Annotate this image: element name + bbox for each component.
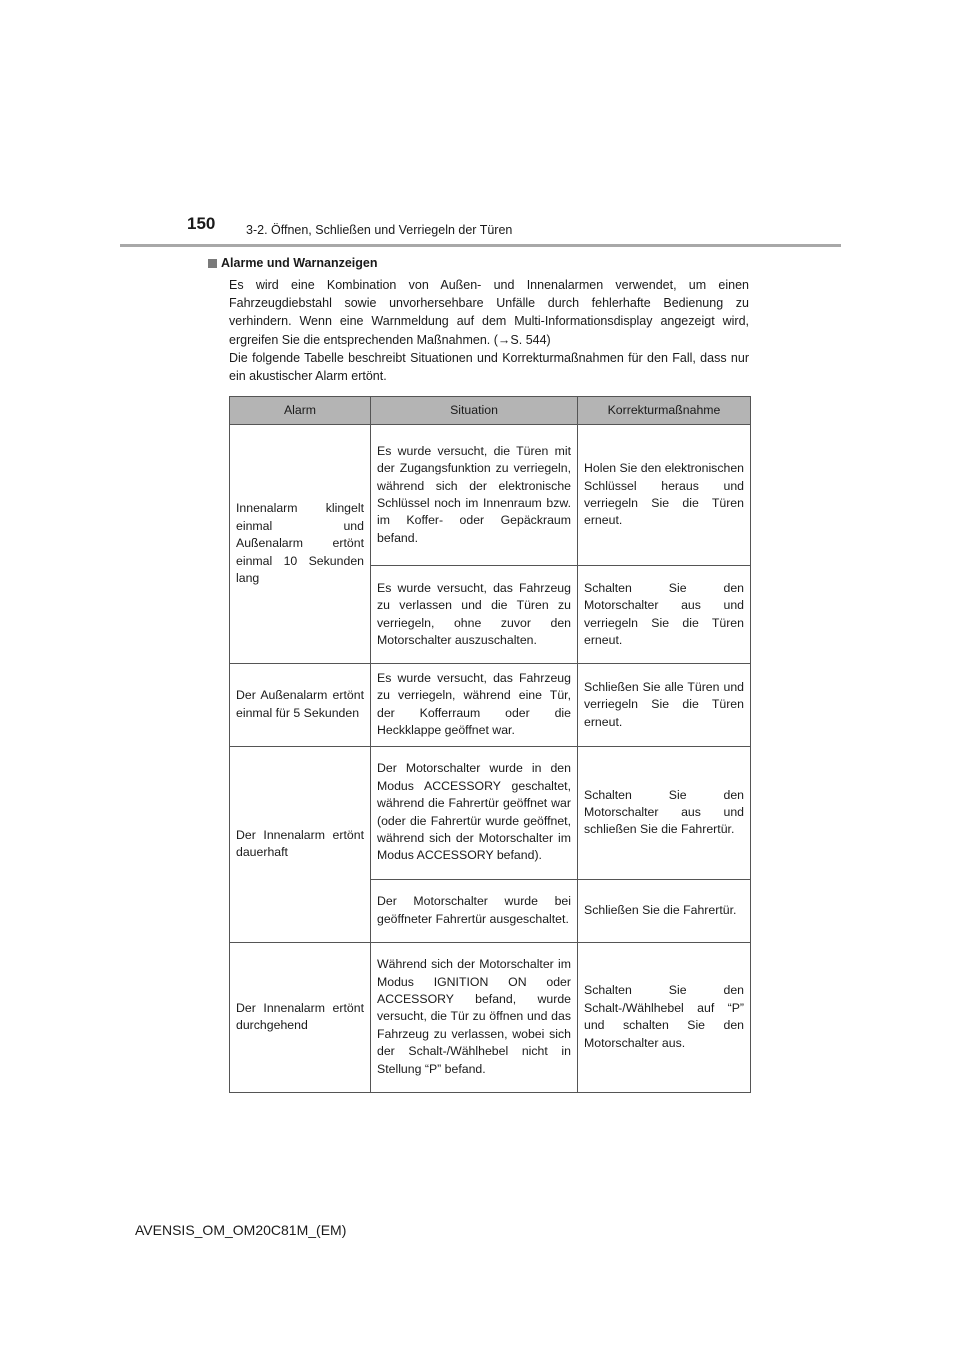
intro-paragraph: Es wird eine Kombination von Außen- und Innenalarmen verwendet, um einen Fahrzeugdiebstahl sowie unvorhersehbare Unfälle durch fehlerhafte Bedienung zu verhindern. Wenn eine Warnmeldung auf dem Multi-Informationsdisplay angezeigt wird, ergreifen Sie die entsprechenden Maßnahmen. (→S. 544)	[229, 278, 749, 347]
column-header-action: Korrekturmaßnahme	[578, 397, 751, 425]
alarm-cell: Innenalarm klingelt einmal und Außenalarm ertönt einmal 10 Sekunden lang	[230, 425, 371, 664]
situation-cell: Es wurde versucht, das Fahrzeug zu verriegeln, während eine Tür, der Kofferraum oder die Heckklappe geöffnet war.	[371, 664, 578, 747]
action-cell: Schalten Sie den Schalt-/Wählhebel auf “P” und schalten Sie den Motorschalter aus.	[578, 942, 751, 1092]
table-intro-paragraph: Die folgende Tabelle beschreibt Situationen und Korrekturmaßnahmen für den Fall, dass nur ein akustischer Alarm ertönt.	[229, 351, 749, 384]
table-header-row	[230, 397, 751, 425]
situation-cell: Der Motorschalter wurde bei geöffneter Fahrertür ausgeschaltet.	[371, 879, 578, 942]
alarm-cell: Der Innenalarm ertönt durchgehend	[230, 942, 371, 1092]
table-row	[230, 425, 751, 566]
column-header-alarm: Alarm	[230, 397, 371, 425]
table-row	[230, 664, 751, 747]
situation-cell: Während sich der Motorschalter im Modus IGNITION ON oder ACCESSORY befand, wurde versucht, die Tür zu öffnen und das Fahrzeug zu verlassen, wobei sich der Schalt-/Wählhebel nicht in Stellung “P” befand.	[371, 942, 578, 1092]
situation-cell: Es wurde versucht, das Fahrzeug zu verlassen und die Türen zu verriegeln, ohne zuvor den Motorschalter auszuschalten.	[371, 566, 578, 664]
alarm-cell: Der Außenalarm ertönt einmal für 5 Sekunden	[230, 664, 371, 747]
situation-cell: Es wurde versucht, die Türen mit der Zugangsfunktion zu verriegeln, während sich der elektronische Schlüssel noch im Innenraum bzw. im Koffer- oder Gepäckraum befand.	[371, 425, 578, 566]
table-row	[230, 942, 751, 1092]
action-cell: Schließen Sie die Fahrertür.	[578, 879, 751, 942]
action-cell: Schalten Sie den Motorschalter aus und schließen Sie die Fahrertür.	[578, 746, 751, 879]
page-number: 150	[187, 214, 216, 233]
table-row	[230, 746, 751, 879]
heading-text: Alarme und Warnanzeigen	[221, 256, 378, 270]
action-cell: Schalten Sie den Motorschalter aus und verriegeln Sie die Türen erneut.	[578, 566, 751, 664]
action-cell: Holen Sie den elektronischen Schlüssel heraus und verriegeln Sie die Türen erneut.	[578, 425, 751, 566]
document-code: AVENSIS_OM_OM20C81M_(EM)	[135, 1222, 347, 1238]
header-divider	[120, 244, 841, 247]
alarm-cell: Der Innenalarm ertönt dauerhaft	[230, 746, 371, 942]
column-header-situation: Situation	[371, 397, 578, 425]
alarm-table	[229, 396, 751, 1093]
action-cell: Schließen Sie alle Türen und verriegeln Sie die Türen erneut.	[578, 664, 751, 747]
section-title: 3-2. Öffnen, Schließen und Verriegeln der Türen	[246, 223, 513, 237]
section-heading	[208, 255, 378, 271]
square-bullet-icon	[208, 259, 217, 268]
situation-cell: Der Motorschalter wurde in den Modus ACCESSORY geschaltet, während die Fahrertür geöffnet war (oder die Fahrertür wurde geöffnet, während sich der Motorschalter im Modus ACCESSORY befand).	[371, 746, 578, 879]
